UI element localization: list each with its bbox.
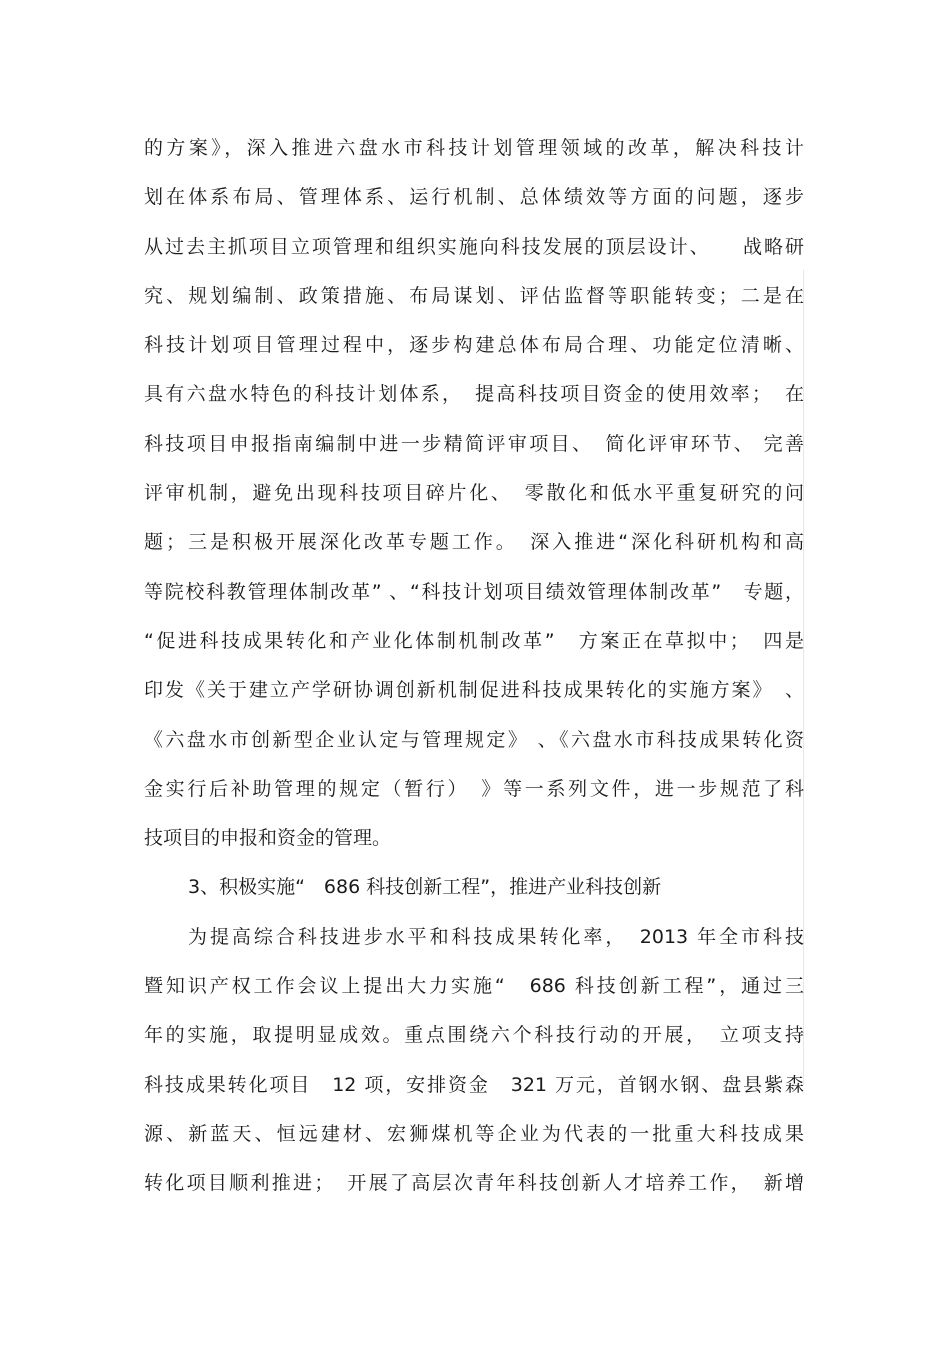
- text-line: 从过去主抓项目立项管理和组织实施向科技发展的顶层设计、 战略研: [144, 235, 804, 258]
- text-line: 科技成果转化项目 12 项，安排资金 321 万元，首钢水钢、盘县紫森: [144, 1073, 804, 1096]
- text-line: 划在体系布局、管理体系、运行机制、总体绩效等方面的问题，逐步: [144, 186, 804, 209]
- text-line: 究、规划编制、政策措施、布局谋划、评估监督等职能转变；二是在: [144, 284, 804, 307]
- text-line: 年的实施，取提明显成效。重点围绕六个科技行动的开展， 立项支持: [144, 1024, 804, 1047]
- body-text: [144, 124, 804, 1209]
- text-line: 印发《关于建立产学研协调创新机制促进科技成果转化的实施方案》 、: [144, 679, 804, 702]
- text-line: 源、新蓝天、恒远建材、宏狮煤机等企业为代表的一批重大科技成果: [144, 1122, 804, 1145]
- text-line: 等院校科教管理体制改革” 、“科技计划项目绩效管理体制改革” 专题，: [144, 580, 804, 603]
- text-line: 金实行后补助管理的规定（暂行） 》等一系列文件，进一步规范了科: [144, 777, 804, 800]
- text-line: 的方案》，深入推进六盘水市科技计划管理领域的改革，解决科技计: [144, 137, 804, 159]
- text-line: 技项目的申报和资金的管理。: [144, 827, 392, 850]
- section-heading: 3、积极实施“ 686 科技创新工程”，推进产业科技创新: [188, 876, 662, 899]
- text-line: 暨知识产权工作会议上提出大力实施“ 686 科技创新工程”，通过三: [144, 975, 804, 998]
- text-line: 为提高综合科技进步水平和科技成果转化率， 2013 年全市科技: [188, 925, 804, 948]
- text-line: 科技项目申报指南编制中进一步精简评审项目、 简化评审环节、 完善: [144, 432, 804, 455]
- text-line: “促进科技成果转化和产业化体制机制改革” 方案正在草拟中； 四是: [144, 629, 804, 652]
- text-line: 转化项目顺利推进； 开展了高层次青年科技创新人才培养工作， 新增: [144, 1172, 804, 1195]
- text-line: 题；三是积极开展深化改革专题工作。 深入推进“深化科研机构和高: [144, 531, 804, 554]
- text-line: 具有六盘水特色的科技计划体系， 提高科技项目资金的使用效率； 在: [144, 383, 804, 406]
- text-line: 评审机制，避免出现科技项目碎片化、 零散化和低水平重复研究的问: [144, 482, 804, 505]
- text-line: 科技计划项目管理过程中，逐步构建总体布局合理、功能定位清晰、: [144, 334, 804, 357]
- text-line: 《六盘水市创新型企业认定与管理规定》 、《六盘水市科技成果转化资: [144, 728, 804, 751]
